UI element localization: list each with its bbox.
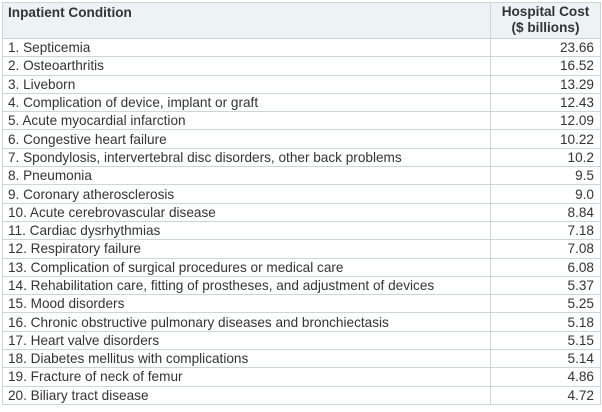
hospital-cost-table	[2, 2, 601, 405]
table-row	[3, 57, 601, 75]
condition-cell: 11. Cardiac dysrhythmias	[3, 221, 491, 239]
condition-cell: 17. Heart valve disorders	[3, 331, 491, 349]
condition-cell: 9. Coronary atherosclerosis	[3, 185, 491, 203]
cost-cell: 10.2	[491, 148, 601, 166]
condition-cell: 10. Acute cerebrovascular disease	[3, 203, 491, 221]
condition-cell: 13. Complication of surgical procedures or medical care	[3, 258, 491, 276]
table-row	[3, 313, 601, 331]
cost-cell: 5.15	[491, 331, 601, 349]
condition-cell: 7. Spondylosis, intervertebral disc disorders, other back problems	[3, 148, 491, 166]
condition-cell: 18. Diabetes mellitus with complications	[3, 350, 491, 368]
table-row	[3, 221, 601, 239]
condition-cell: 14. Rehabilitation care, fitting of prostheses, and adjustment of devices	[3, 276, 491, 294]
condition-cell: 5. Acute myocardial infarction	[3, 112, 491, 130]
header-inpatient-condition	[3, 3, 491, 39]
condition-cell: 1. Septicemia	[3, 39, 491, 57]
table-row	[3, 350, 601, 368]
table-body	[3, 39, 601, 405]
condition-cell: 4. Complication of device, implant or graft	[3, 93, 491, 111]
cost-cell: 5.37	[491, 276, 601, 294]
cost-cell: 5.18	[491, 313, 601, 331]
cost-cell: 9.5	[491, 167, 601, 185]
cost-cell: 5.25	[491, 295, 601, 313]
cost-cell: 12.43	[491, 93, 601, 111]
cost-cell: 13.29	[491, 75, 601, 93]
condition-cell: 2. Osteoarthritis	[3, 57, 491, 75]
cost-cell: 7.08	[491, 240, 601, 258]
table-row	[3, 39, 601, 57]
header-row	[3, 3, 601, 39]
condition-cell: 20. Biliary tract disease	[3, 386, 491, 404]
table-row	[3, 276, 601, 294]
condition-cell: 3. Liveborn	[3, 75, 491, 93]
header-condition-label: Inpatient Condition	[8, 5, 132, 20]
table-row	[3, 386, 601, 404]
condition-cell: 15. Mood disorders	[3, 295, 491, 313]
cost-cell: 16.52	[491, 57, 601, 75]
table-row	[3, 167, 601, 185]
table-row	[3, 331, 601, 349]
condition-cell: 19. Fracture of neck of femur	[3, 368, 491, 386]
table-row	[3, 295, 601, 313]
cost-cell: 23.66	[491, 39, 601, 57]
cost-cell: 10.22	[491, 130, 601, 148]
cost-cell: 4.86	[491, 368, 601, 386]
cost-table-container	[2, 2, 600, 410]
cost-cell: 12.09	[491, 112, 601, 130]
cost-cell: 8.84	[491, 203, 601, 221]
condition-cell: 12. Respiratory failure	[3, 240, 491, 258]
cost-cell: 9.0	[491, 185, 601, 203]
header-hospital-cost	[491, 3, 601, 39]
header-cost-label: Hospital Cost	[501, 4, 590, 19]
cost-cell: 7.18	[491, 221, 601, 239]
table-row	[3, 75, 601, 93]
condition-cell: 6. Congestive heart failure	[3, 130, 491, 148]
table-row	[3, 258, 601, 276]
cost-cell: 6.08	[491, 258, 601, 276]
condition-cell: 16. Chronic obstructive pulmonary diseases and bronchiectasis	[3, 313, 491, 331]
table-row	[3, 112, 601, 130]
table-row	[3, 203, 601, 221]
cost-cell: 5.14	[491, 350, 601, 368]
table-row	[3, 130, 601, 148]
table-row	[3, 148, 601, 166]
table-row	[3, 240, 601, 258]
table-row	[3, 368, 601, 386]
cost-cell: 4.72	[491, 386, 601, 404]
table-header	[3, 3, 601, 39]
header-cost-unit: ($ billions)	[511, 20, 580, 35]
table-row	[3, 93, 601, 111]
table-row	[3, 185, 601, 203]
condition-cell: 8. Pneumonia	[3, 167, 491, 185]
